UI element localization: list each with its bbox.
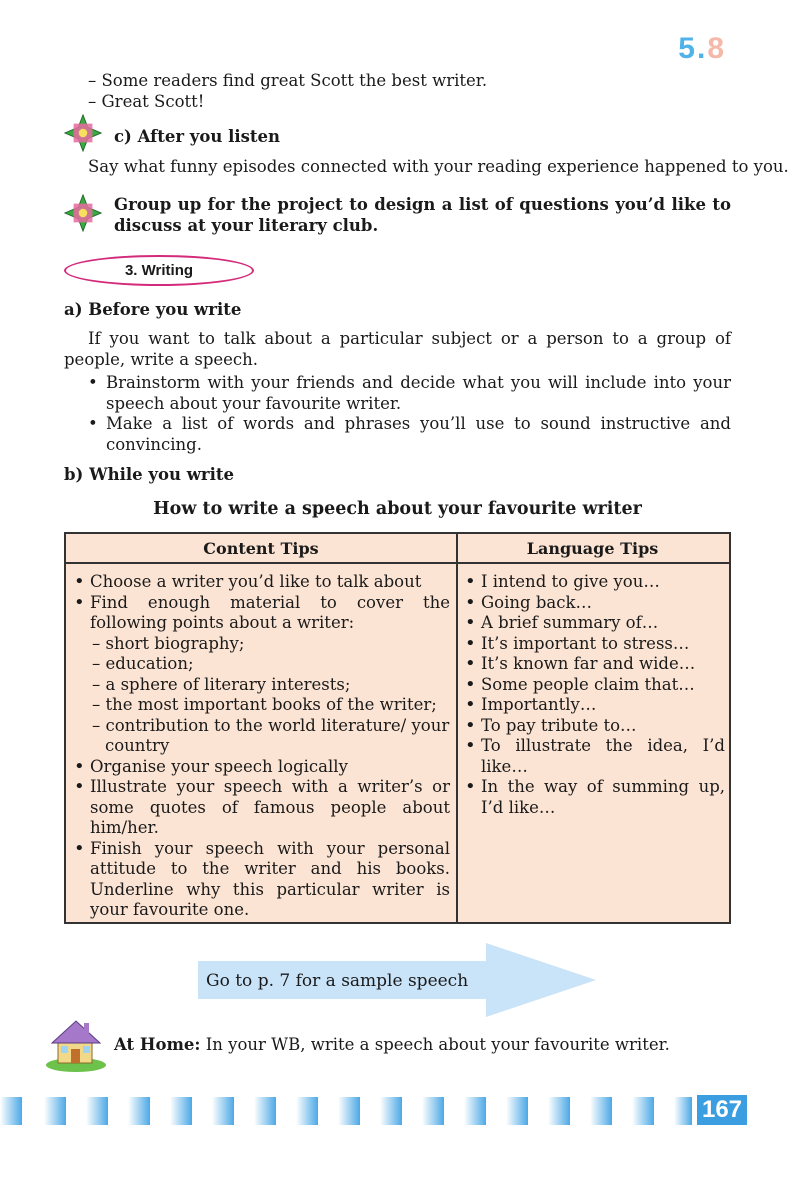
language-tip: • Going back… xyxy=(463,593,725,614)
language-tip: • It’s known far and wide… xyxy=(463,654,725,675)
content-tips-list xyxy=(72,572,450,921)
language-tips-list xyxy=(463,572,725,818)
at-home-label: At Home: xyxy=(114,1035,201,1054)
content-subpoint: – education; xyxy=(92,654,194,673)
at-home-text: In your WB, write a speech about your favourite writer. xyxy=(200,1035,670,1054)
writing-bullet-text: Brainstorm with your friends and decide what you will include into your speech about your favourite writer. xyxy=(106,373,731,413)
language-tip: • A brief summary of… xyxy=(463,613,725,634)
content-tip: • Organise your speech logically xyxy=(72,757,450,778)
content-tip: • Illustrate your speech with a writer’s or some quotes of famous people about him/her. xyxy=(72,777,450,839)
content-tips-header: Content Tips xyxy=(66,534,456,564)
before-write-heading: a) Before you write xyxy=(64,300,242,319)
star-task-icon xyxy=(64,114,102,152)
content-tip: • Choose a writer you’d like to talk about xyxy=(72,572,450,593)
language-tip: • To pay tribute to… xyxy=(463,716,725,737)
content-subpoint: – the most important books of the writer; xyxy=(92,695,437,714)
after-listen-heading: c) After you listen xyxy=(114,127,281,146)
language-tip: • Some people claim that… xyxy=(463,675,725,696)
page-number: 167 xyxy=(697,1095,747,1125)
content-tip: • Find enough material to cover the following points about a writer: xyxy=(72,593,450,634)
language-tip: • In the way of summing up, I’d like… xyxy=(463,777,725,818)
language-tip: • To illustrate the idea, I’d like… xyxy=(463,736,725,777)
language-tip: • It’s important to stress… xyxy=(463,634,725,655)
content-subpoint: – a sphere of literary interests; xyxy=(92,674,351,694)
section-number xyxy=(678,32,726,66)
writing-bullet-text: Make a list of words and phrases you’ll use to sound instructive and convincing. xyxy=(106,414,731,454)
while-write-heading: b) While you write xyxy=(64,465,235,484)
after-listen-text: Say what funny episodes connected with your reading experience happened to you. xyxy=(88,157,789,176)
table-title: How to write a speech about your favourite writer xyxy=(153,499,642,519)
section-main: 5. xyxy=(678,32,708,65)
footer-decor-strip xyxy=(0,1095,800,1127)
content-tip: • Finish your speech with your personal attitude to the writer and his books. Underline why this particular writer is your favourite one. xyxy=(72,839,450,921)
at-home-task xyxy=(114,1035,670,1056)
content-subpoint: – short biography; xyxy=(92,633,245,653)
bullet-icon: • xyxy=(88,414,98,433)
tips-table xyxy=(64,532,731,924)
language-tip: • Importantly… xyxy=(463,695,725,716)
writing-section-label: 3. Writing xyxy=(64,255,254,286)
before-write-intro: If you want to talk about a particular subject or a person to a group of people, write a speech. xyxy=(64,329,731,369)
content-subpoint: – contribution to the world literature/ your country xyxy=(92,715,450,755)
language-tip: • I intend to give you… xyxy=(463,572,725,593)
dialogue-line-2: – Great Scott! xyxy=(88,92,205,111)
dialogue-line-1: – Some readers find great Scott the best writer. xyxy=(88,71,488,90)
language-tips-header: Language Tips xyxy=(456,534,729,564)
house-icon xyxy=(44,1015,108,1073)
writing-bullet xyxy=(88,414,731,455)
bullet-icon: • xyxy=(88,373,98,392)
sample-speech-link[interactable]: Go to p. 7 for a sample speech xyxy=(206,971,469,991)
star-project-icon xyxy=(64,194,102,232)
project-text: Group up for the project to design a list of questions you’d like to discuss at your literary club. xyxy=(114,195,731,235)
table-divider xyxy=(456,534,458,922)
section-sub: 8 xyxy=(707,32,726,65)
writing-bullet xyxy=(88,373,731,414)
